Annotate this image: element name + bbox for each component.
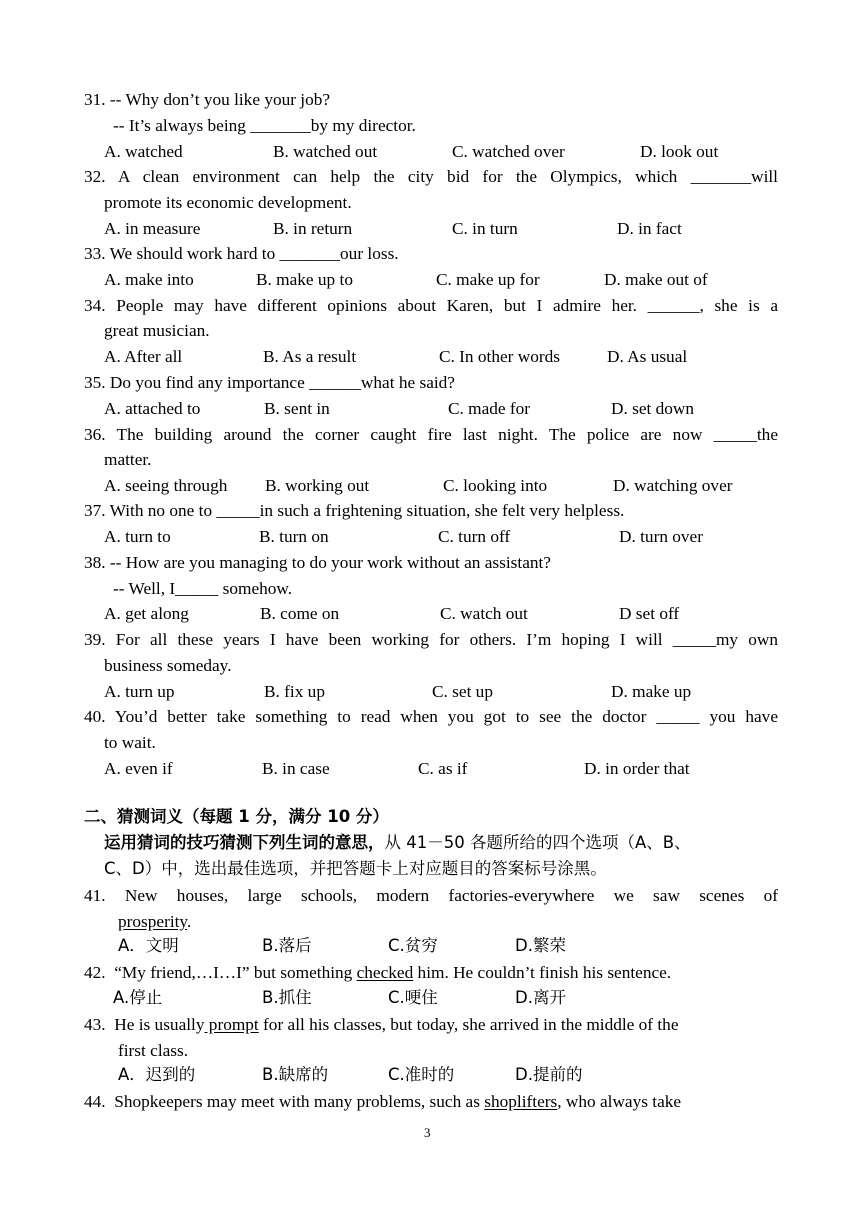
section-2-instruction-rest: 从 41－50 各题所给的四个选项（A、B、 [384,833,691,852]
q44-post: , who always take [557,1092,682,1111]
q32-option-b: B. in return [273,219,353,238]
q43-option-b: B.缺席的 [262,1065,329,1084]
q32-option-a: A. in measure [104,219,201,238]
q33-option-a: A. make into [104,270,194,289]
q31-option-c: C. watched over [452,142,565,161]
question-41-stem: 41. New houses, large schools, modern factories-everywhere we saw scenes of [84,886,778,905]
q44-pre: 44. Shopkeepers may meet with many problems, such as [84,1092,485,1111]
q42-post: him. He couldn’t finish his sentence. [413,963,672,982]
q41-option-a: A．文明 [118,936,179,955]
q40-option-a: A. even if [104,759,173,778]
q37-option-d: D. turn over [619,527,703,546]
q41-option-b: B.落后 [262,936,312,955]
q33-option-c: C. make up for [436,270,540,289]
section-2-instruction-bold: 运用猜词的技巧猜测下列生词的意思， [104,833,385,852]
question-43-stem [84,1016,679,1033]
q35-option-a: A. attached to [104,399,201,418]
question-42-stem [84,964,671,981]
q32-option-c: C. in turn [452,219,518,238]
question-32-stem-2: promote its economic development. [104,193,352,212]
q31-option-d: D. look out [640,142,719,161]
q41-option-d: D.繁荣 [515,936,566,955]
q42-option-b: B.抓住 [262,988,312,1007]
question-31-stem: 31. -- Why don’t you like your job? [84,90,331,109]
q42-option-d: D.离开 [515,988,566,1007]
question-35-stem: 35. Do you find any importance ______what he said? [84,373,455,392]
question-40-stem: 40. You’d better take something to read when you got to see the doctor _____ you have [84,707,778,726]
q39-option-c: C. set up [432,682,493,701]
question-39-stem: 39. For all these years I have been working for others. I’m hoping I will _____my own [84,630,778,649]
target-word-prosperity: prosperity [118,912,187,931]
q37-option-b: B. turn on [259,527,329,546]
q34-option-a: A. After all [104,347,183,366]
q31-option-b: B. watched out [273,142,378,161]
target-word-checked: checked [356,963,414,982]
q34-option-b: B. As a result [263,347,357,366]
section-2-instruction [104,835,691,852]
question-34-stem-2: great musician. [104,321,210,340]
q31-option-a: A. watched [104,142,183,161]
q34-option-d: D. As usual [607,347,688,366]
target-word-shoplifters: shoplifters [484,1092,558,1111]
q34-option-c: C. In other words [439,347,560,366]
q43-option-d: D.提前的 [515,1065,583,1084]
question-43-stem-2: first class. [118,1041,189,1060]
q33-option-b: B. make up to [256,270,353,289]
q42-option-c: C.哽住 [388,988,438,1007]
q43-option-c: C.准时的 [388,1065,455,1084]
q43-post: for all his classes, but today, she arrived in the middle of the [258,1015,679,1034]
q41-option-c: C.贫穷 [388,936,438,955]
question-36-stem: 36. The building around the corner caught fire last night. The police are now _____the [84,425,778,444]
section-2-instruction-2: C、D）中，选出最佳选项，并把答题卡上对应题目的答案标号涂黑。 [104,859,607,878]
question-44-stem [84,1093,681,1110]
q43-option-a: A．迟到的 [118,1065,196,1084]
q32-option-d: D. in fact [617,219,682,238]
q37-option-c: C. turn off [438,527,511,546]
q33-option-d: D. make out of [604,270,708,289]
q39-option-b: B. fix up [264,682,325,701]
question-40-stem-2: to wait. [104,733,156,752]
q40-option-c: C. as if [418,759,468,778]
question-31-stem-2: -- It’s always being _______by my director. [113,116,416,135]
question-36-stem-2: matter. [104,450,152,469]
q39-option-d: D. make up [611,682,692,701]
question-33-stem: 33. We should work hard to _______our loss. [84,244,399,263]
target-word-prompt: prompt [204,1015,259,1034]
q35-option-d: D. set down [611,399,695,418]
q38-option-d: D set off [619,604,680,623]
q38-option-c: C. watch out [440,604,528,623]
q42-option-a: A.停止 [113,988,163,1007]
q42-pre: 42. “My friend,…I…I” but something [84,963,357,982]
q40-option-b: B. in case [262,759,330,778]
question-37-stem: 37. With no one to _____in such a frightening situation, she felt very helpless. [84,501,625,520]
q43-pre: 43. He is usually [84,1015,205,1034]
q37-option-a: A. turn to [104,527,171,546]
q40-option-d: D. in order that [584,759,690,778]
q38-option-b: B. come on [260,604,340,623]
q39-option-a: A. turn up [104,682,175,701]
q36-option-b: B. working out [265,476,370,495]
section-2-heading: 二、猜测词义（每题 1 分，满分 10 分） [84,807,389,826]
page-number: 3 [424,1125,431,1140]
q35-option-c: C. made for [448,399,531,418]
question-32-stem: 32. A clean environment can help the city bid for the Olympics, which _______will [84,167,778,186]
q38-option-a: A. get along [104,604,189,623]
q41-punct: . [186,912,192,931]
question-39-stem-2: business someday. [104,656,232,675]
question-38-stem: 38. -- How are you managing to do your work without an assistant? [84,553,551,572]
q36-option-a: A. seeing through [104,476,228,495]
question-34-stem: 34. People may have different opinions about Karen, but I admire her. ______, she is a [84,296,778,315]
q35-option-b: B. sent in [264,399,330,418]
question-41-stem-2 [118,913,191,930]
q36-option-d: D. watching over [613,476,733,495]
q36-option-c: C. looking into [443,476,548,495]
question-38-stem-2: -- Well, I_____ somehow. [113,579,293,598]
